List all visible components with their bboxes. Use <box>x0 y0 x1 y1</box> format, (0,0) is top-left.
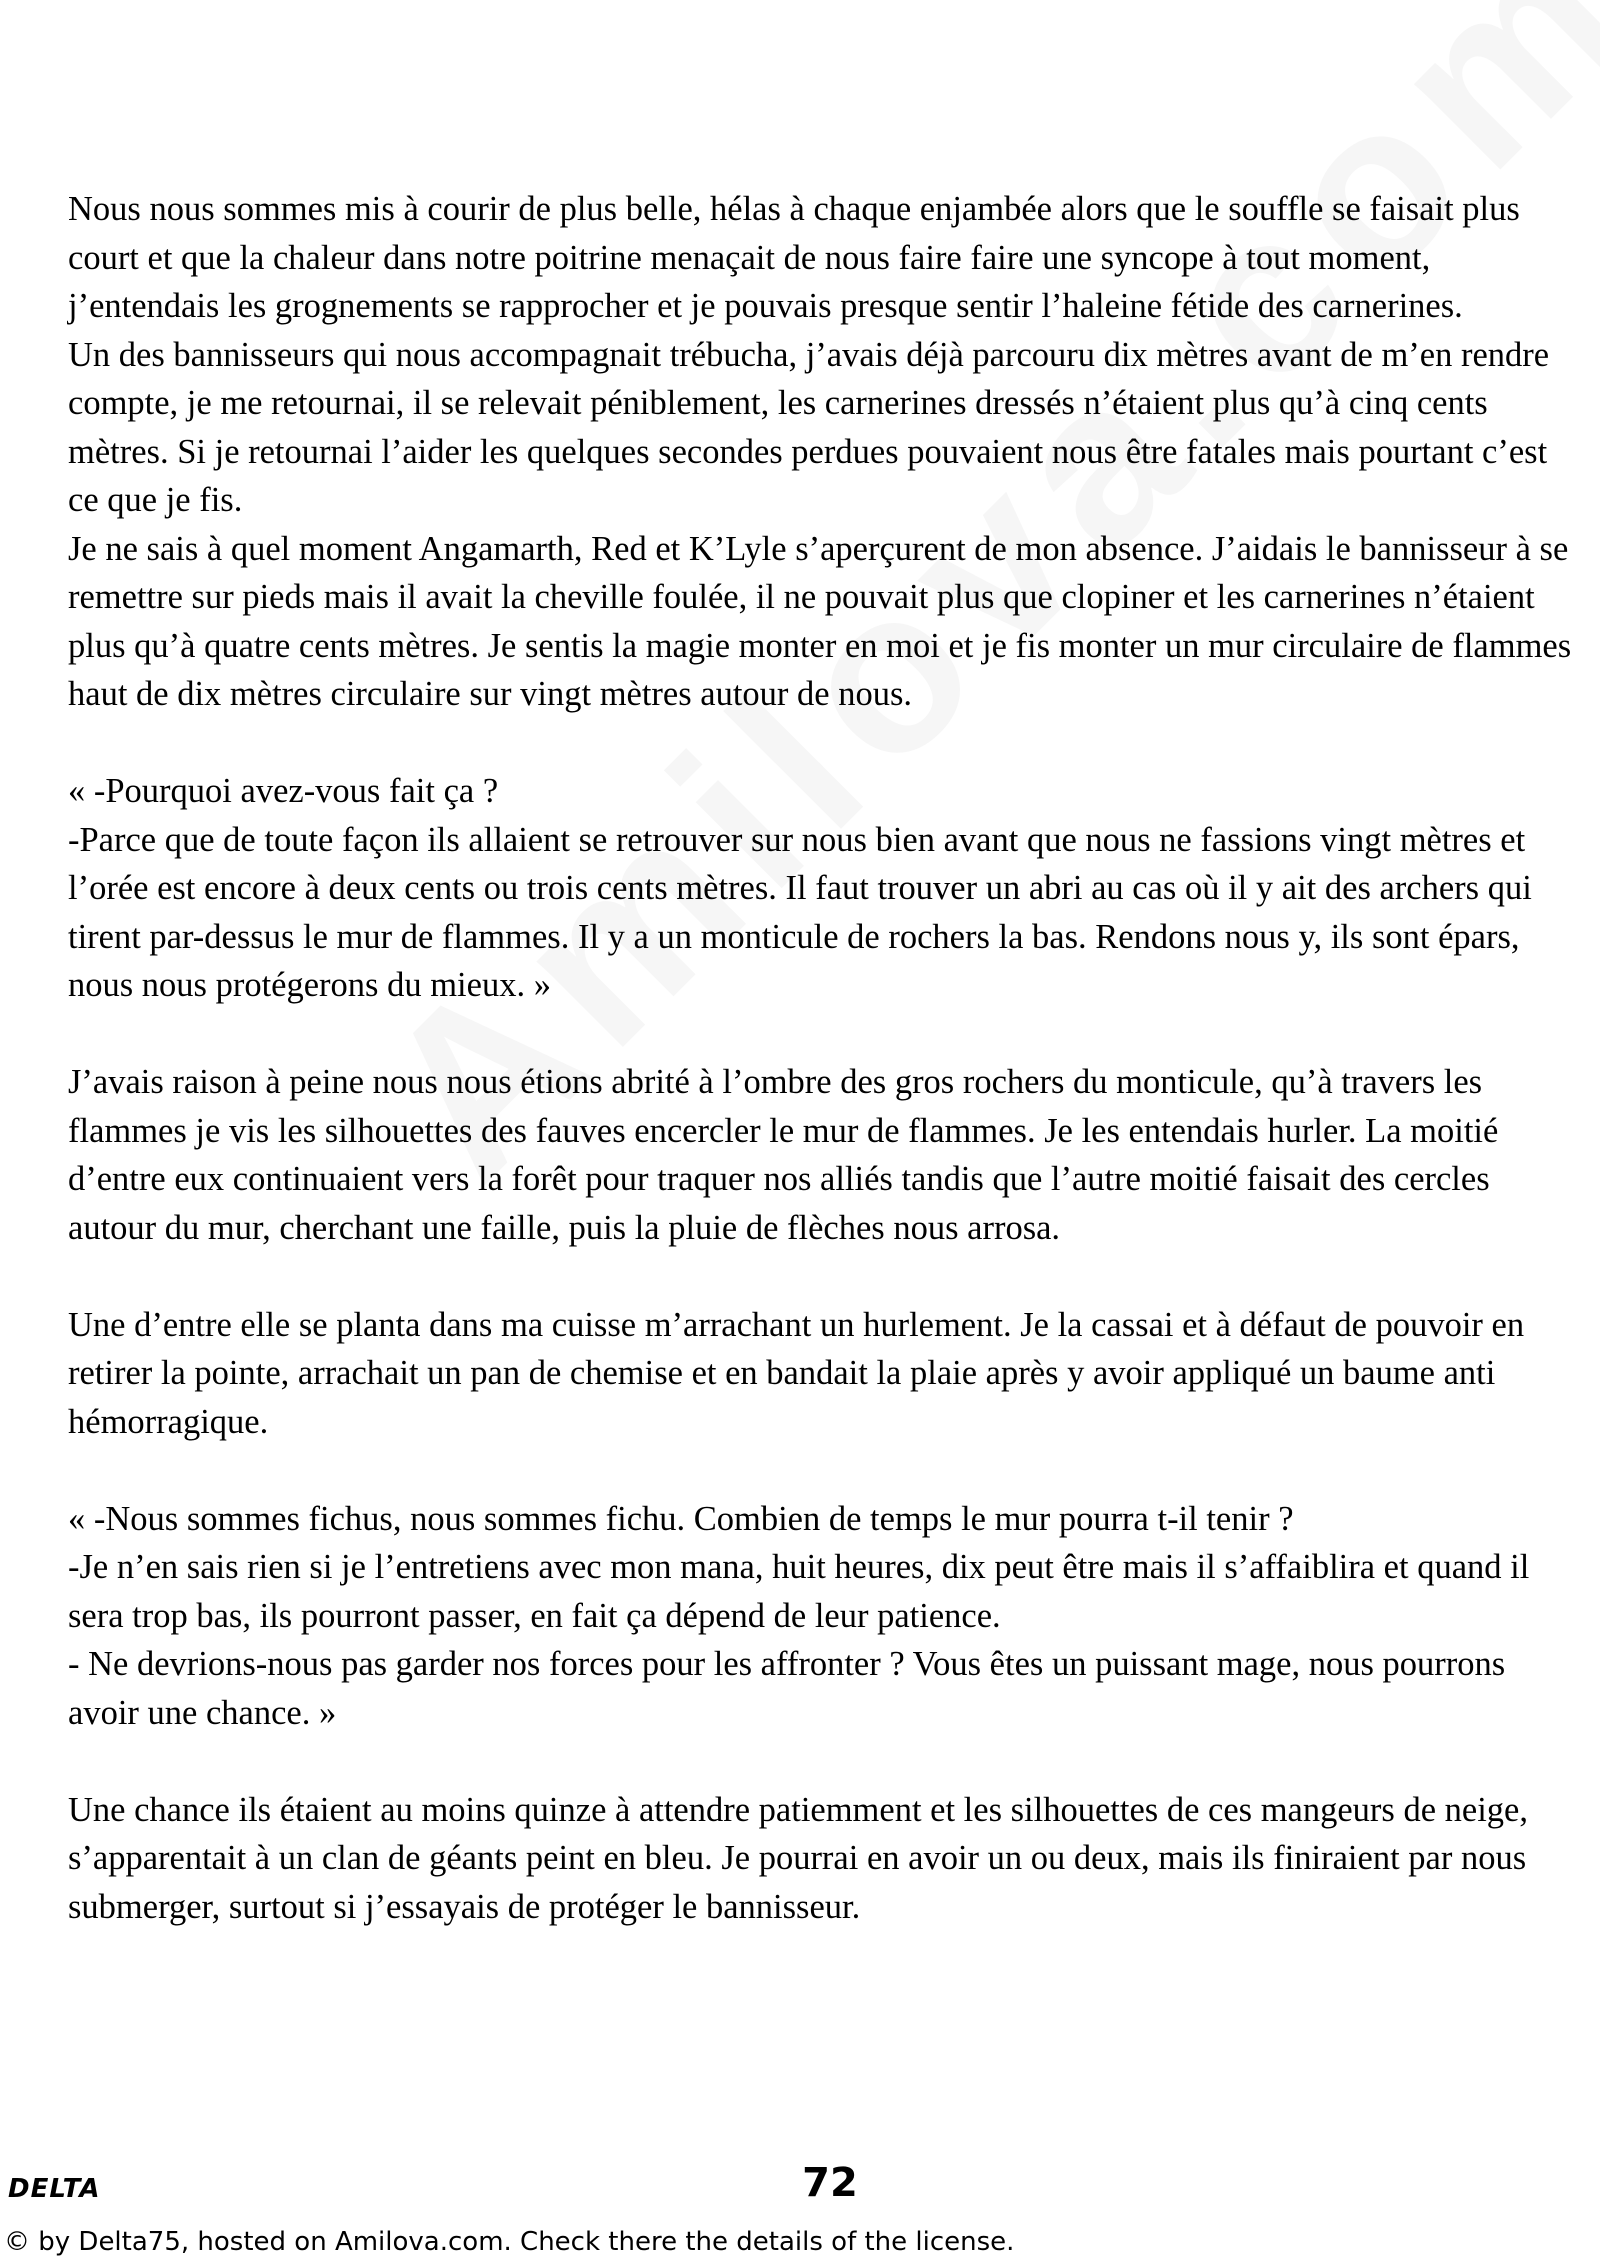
paragraph: J’avais raison à peine nous nous étions abrité à l’ombre des gros rochers du monticule, qu’à travers les flammes je vis les silhouettes des fauves encercler le mur de flammes. Je les entendais hurler. La moitié d’entre eux continuaient vers la forêt pour traquer nos alliés tandis que l’autre moitié faisait des cercles autour du mur, cherchant une faille, puis la pluie de flèches nous arrosa. <box>68 1063 1499 1247</box>
paragraph-gap <box>68 1737 1578 1786</box>
dialogue-line: -Parce que de toute façon ils allaient se retrouver sur nous bien avant que nous ne fassions vingt mètres et l’orée est encore à deux cents ou trois cents mètres. Il faut trouver un abri au cas où il y ait des archers qui tirent par-dessus le mur de flammes. Il y a un monticule de rochers la bas. Rendons nous y, ils sont épars, nous nous protégerons du mieux. » <box>68 820 1532 1004</box>
paragraph-gap <box>68 1010 1578 1059</box>
paragraph: Un des bannisseurs qui nous accompagnait trébucha, j’avais déjà parcouru dix mètres avant de m’en rendre compte, je me retournai, il se relevait péniblement, les carnerines dressés n’étaient plus qu’à cinq cents mètres. Si je retournai l’aider les quelques secondes perdues pouvaient nous être fatales mais pourtant c’est ce que je fis. <box>68 335 1550 519</box>
dialogue-line: « -Pourquoi avez-vous fait ça ? <box>68 772 499 810</box>
paragraph-gap <box>68 1252 1578 1301</box>
dialogue-line: « -Nous sommes fichus, nous sommes fichu. Combien de temps le mur pourra t-il tenir ? <box>68 1499 1294 1538</box>
paragraph: Nous nous sommes mis à courir de plus belle, hélas à chaque enjambée alors que le souffle se faisait plus court et que la chaleur dans notre poitrine menaçait de nous faire faire une syncope à tout moment, j’entendais les grognements se rapprocher et je pouvais presque sentir l’haleine fétide des carnerines. <box>68 190 1520 325</box>
paragraph-gap <box>68 719 1578 768</box>
paragraph: Je ne sais à quel moment Angamarth, Red et K’Lyle s’aperçurent de mon absence. J’aidais le bannisseur à se remettre sur pieds mais il avait la cheville foulée, il ne pouvait plus que clopiner et les carnerines n’étaient plus qu’à quatre cents mètres. Je sentis la magie monter en moi et je fis monter un mur circulaire de flammes haut de dix mètres circulaire sur vingt mètres autour de nous. <box>68 529 1572 713</box>
delta-logo: DELTA <box>8 2174 101 2204</box>
dialogue-line: - Ne devrions-nous pas garder nos forces pour les affronter ? Vous êtes un puissant mage, nous pourrons avoir une chance. » <box>68 1645 1506 1732</box>
paragraph: Une chance ils étaient au moins quinze à attendre patiemment et les silhouettes de ces mangeurs de neige, s’apparentait à un clan de géants peint en bleu. Je pourrai en avoir un ou deux, mais ils finiraient par nous submerger, surtout si j’essayais de protéger le bannisseur. <box>68 1790 1528 1926</box>
page-number: 72 <box>802 2160 858 2206</box>
dialogue-line: -Je n’en sais rien si je l’entretiens avec mon mana, huit heures, dix peut être mais il s’affaiblira et quand il sera trop bas, ils pourront passer, en fait ça dépend de leur patience. <box>68 1548 1530 1635</box>
paragraph: Une d’entre elle se planta dans ma cuisse m’arrachant un hurlement. Je la cassai et à défaut de pouvoir en retirer la pointe, arrachait un pan de chemise et en bandait la plaie après y avoir appliqué un baume anti hémorragique. <box>68 1305 1525 1441</box>
page-body <box>68 185 1578 1931</box>
paragraph-gap <box>68 1446 1578 1495</box>
license-notice: © by Delta75, hosted on Amilova.com. Check there the details of the license. <box>4 2227 1015 2257</box>
